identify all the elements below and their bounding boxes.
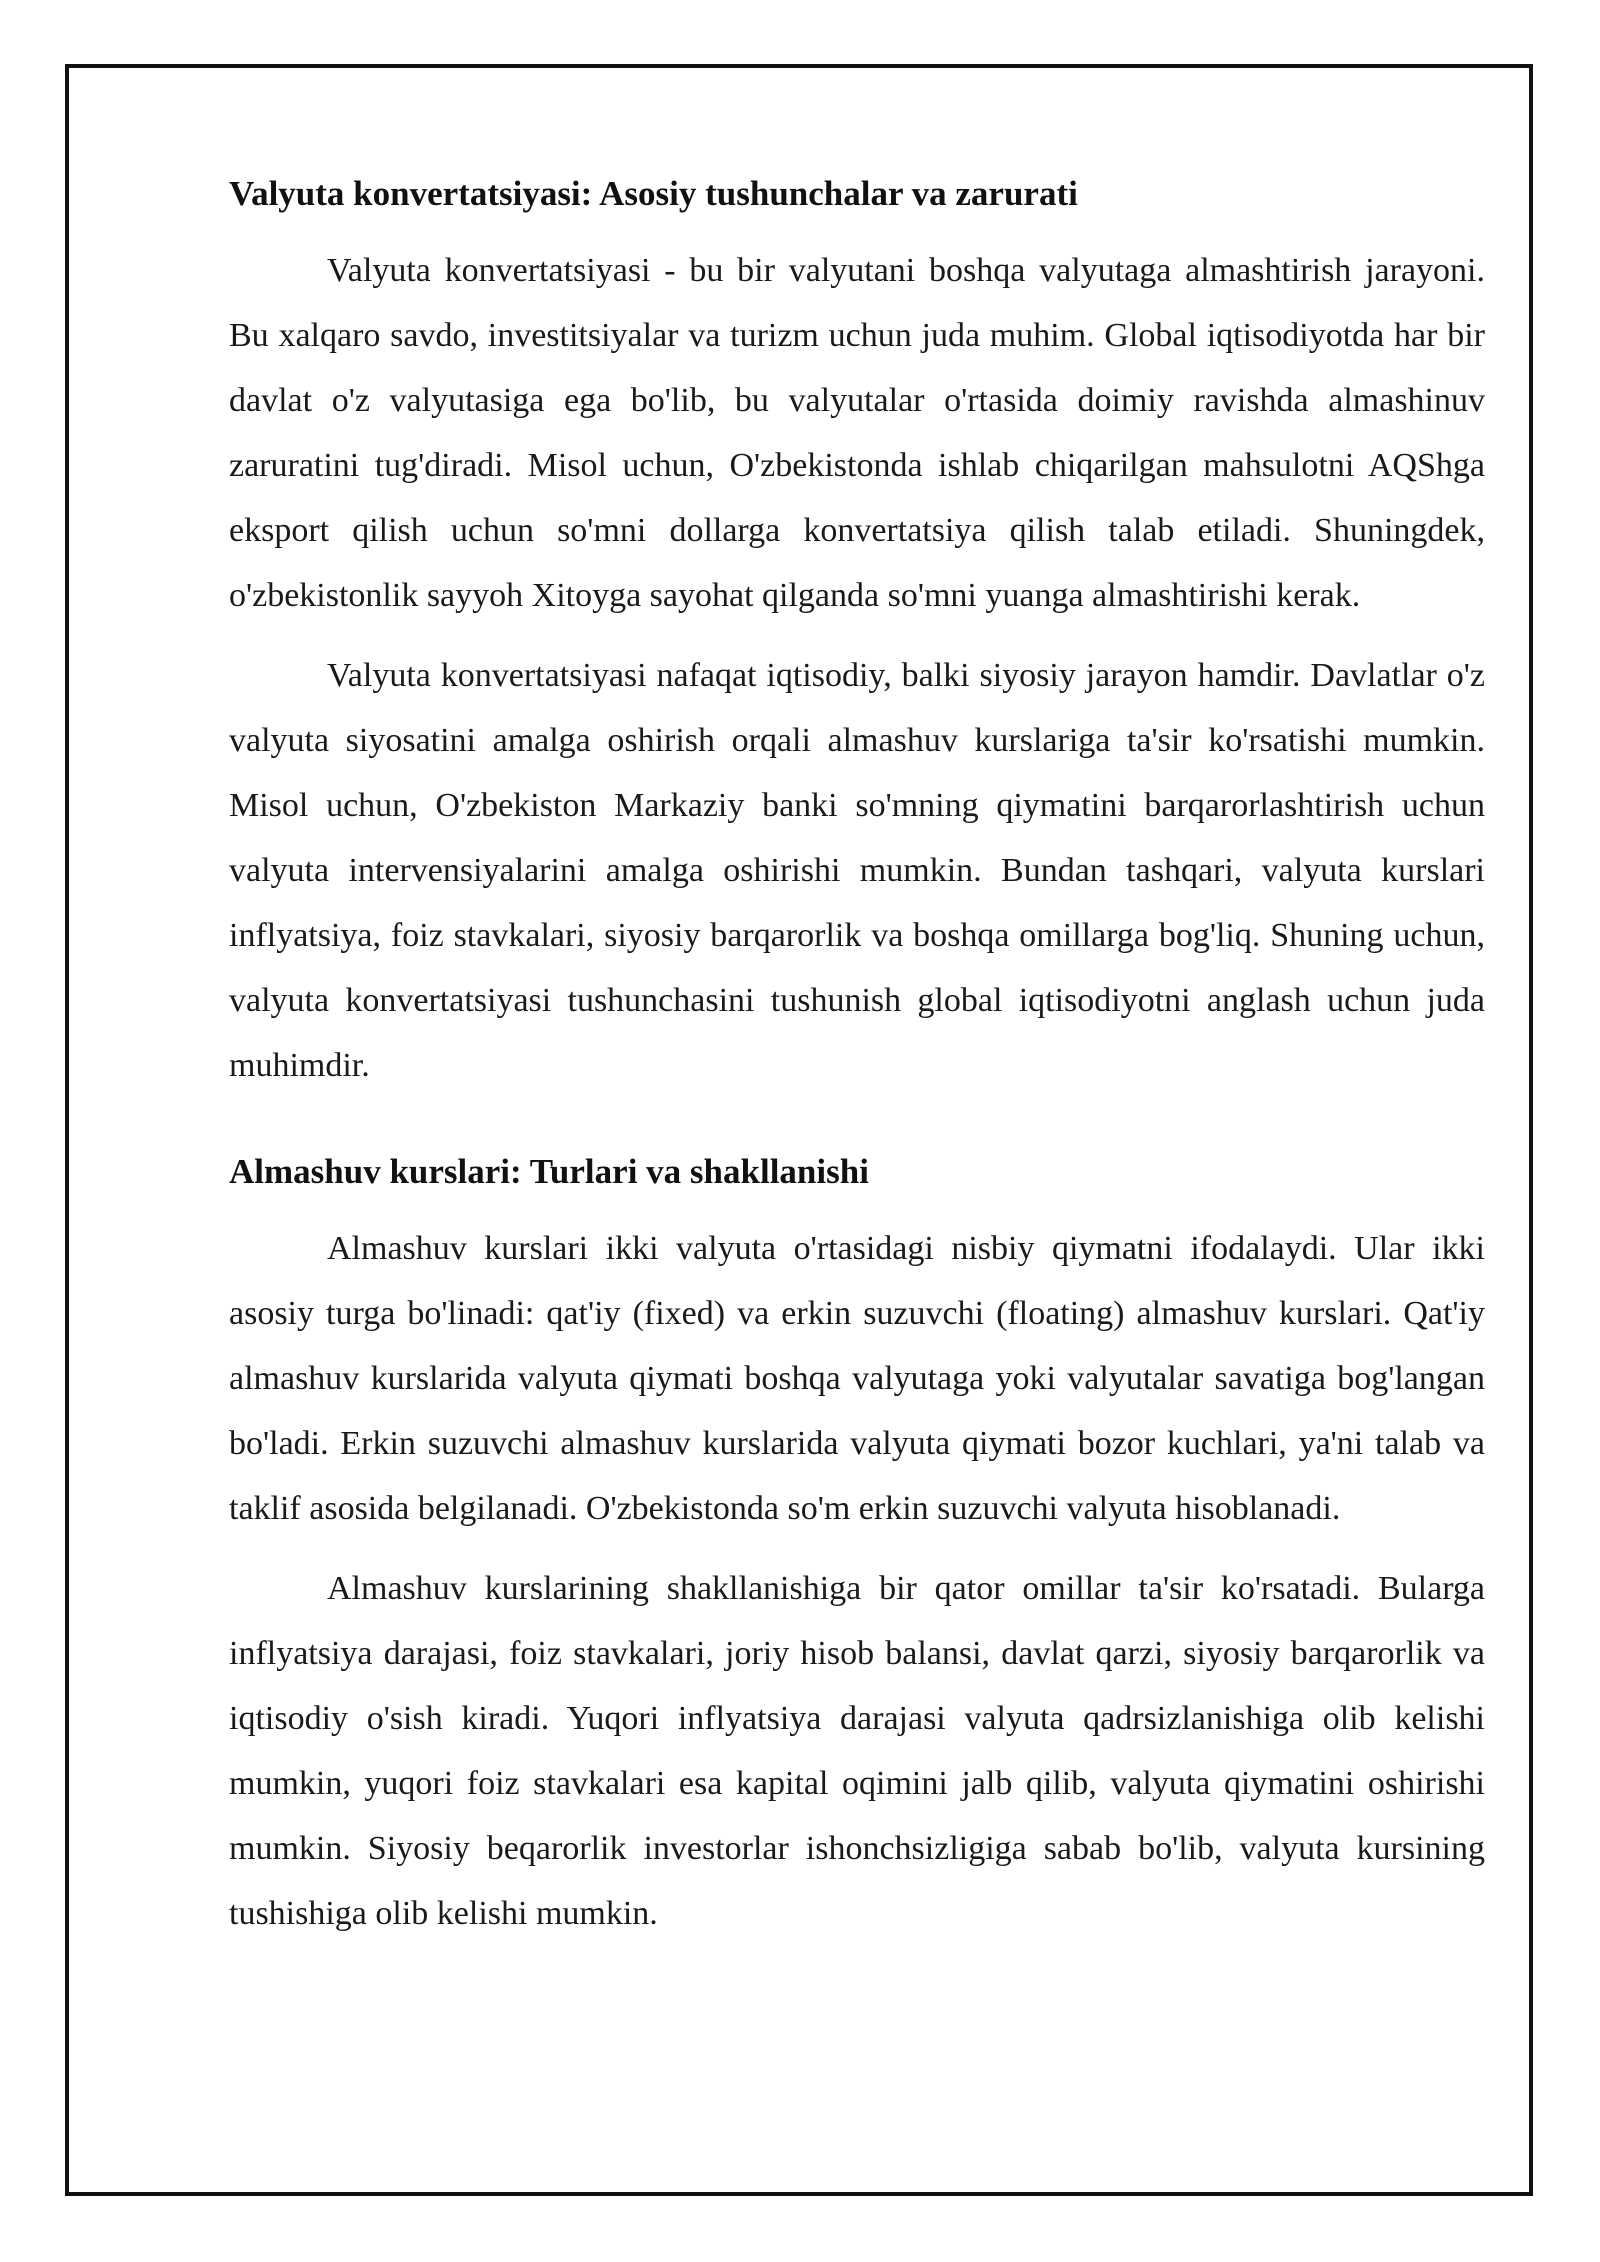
section-heading-currency-conversion: Valyuta konvertatsiyasi: Asosiy tushunchalar va zarurati: [229, 174, 1078, 213]
paragraph: Valyuta konvertatsiyasi nafaqat iqtisodiy, balki siyosiy jarayon hamdir. Davlatlar o'z valyuta siyosatini amalga oshirish orqali almashuv kurslariga ta'sir ko'rsatishi mumkin. Misol uchun, O'zbekiston Markaziy banki so'mning qiymatini barqarorlashtirish uchun valyuta intervensiyalarini amalga oshirishi mumkin. Bundan tashqari, valyuta kurslari inflyatsiya, foiz stavkalari, siyosiy barqarorlik va boshqa omillarga bog'liq. Shuning uchun, valyuta konvertatsiyasi tushunchasini tushunish global iqtisodiyotni anglash uchun juda muhimdir.: [229, 657, 1485, 1084]
paragraph: Almashuv kurslarining shakllanishiga bir qator omillar ta'sir ko'rsatadi. Bularga inflyatsiya darajasi, foiz stavkalari, joriy hisob balansi, davlat qarzi, siyosiy barqarorlik va iqtisodiy o'sish kiradi. Yuqori inflyatsiya darajasi valyuta qadrsizlanishiga olib kelishi mumkin, yuqori foiz stavkalari esa kapital oqimini jalb qilib, valyuta qiymatini oshirishi mumkin. Siyosiy beqarorlik investorlar ishonchsizligiga sabab bo'lib, valyuta kursining tushishiga olib kelishi mumkin.: [229, 1570, 1485, 1932]
document-body: [229, 172, 1485, 1961]
section-heading-exchange-rates: Almashuv kurslari: Turlari va shakllanishi: [229, 1152, 869, 1191]
paragraph: Valyuta konvertatsiyasi - bu bir valyutani boshqa valyutaga almashtirish jarayoni. Bu xalqaro savdo, investitsiyalar va turizm uchun juda muhim. Global iqtisodiyotda har bir davlat o'z valyutasiga ega bo'lib, bu valyutalar o'rtasida doimiy ravishda almashinuv zaruratini tug'diradi. Misol uchun, O'zbekistonda ishlab chiqarilgan mahsulotni AQShga eksport qilish uchun so'mni dollarga konvertatsiya qilish talab etiladi. Shuningdek, o'zbekistonlik sayyoh Xitoyga sayohat qilganda so'mni yuanga almashtirishi kerak.: [229, 252, 1485, 614]
paragraph: Almashuv kurslari ikki valyuta o'rtasidagi nisbiy qiymatni ifodalaydi. Ular ikki asosiy turga bo'linadi: qat'iy (fixed) va erkin suzuvchi (floating) almashuv kurslari. Qat'iy almashuv kurslarida valyuta qiymati boshqa valyutaga yoki valyutalar savatiga bog'langan bo'ladi. Erkin suzuvchi almashuv kurslarida valyuta qiymati bozor kuchlari, ya'ni talab va taklif asosida belgilanadi. O'zbekistonda so'm erkin suzuvchi valyuta hisoblanadi.: [229, 1230, 1485, 1527]
